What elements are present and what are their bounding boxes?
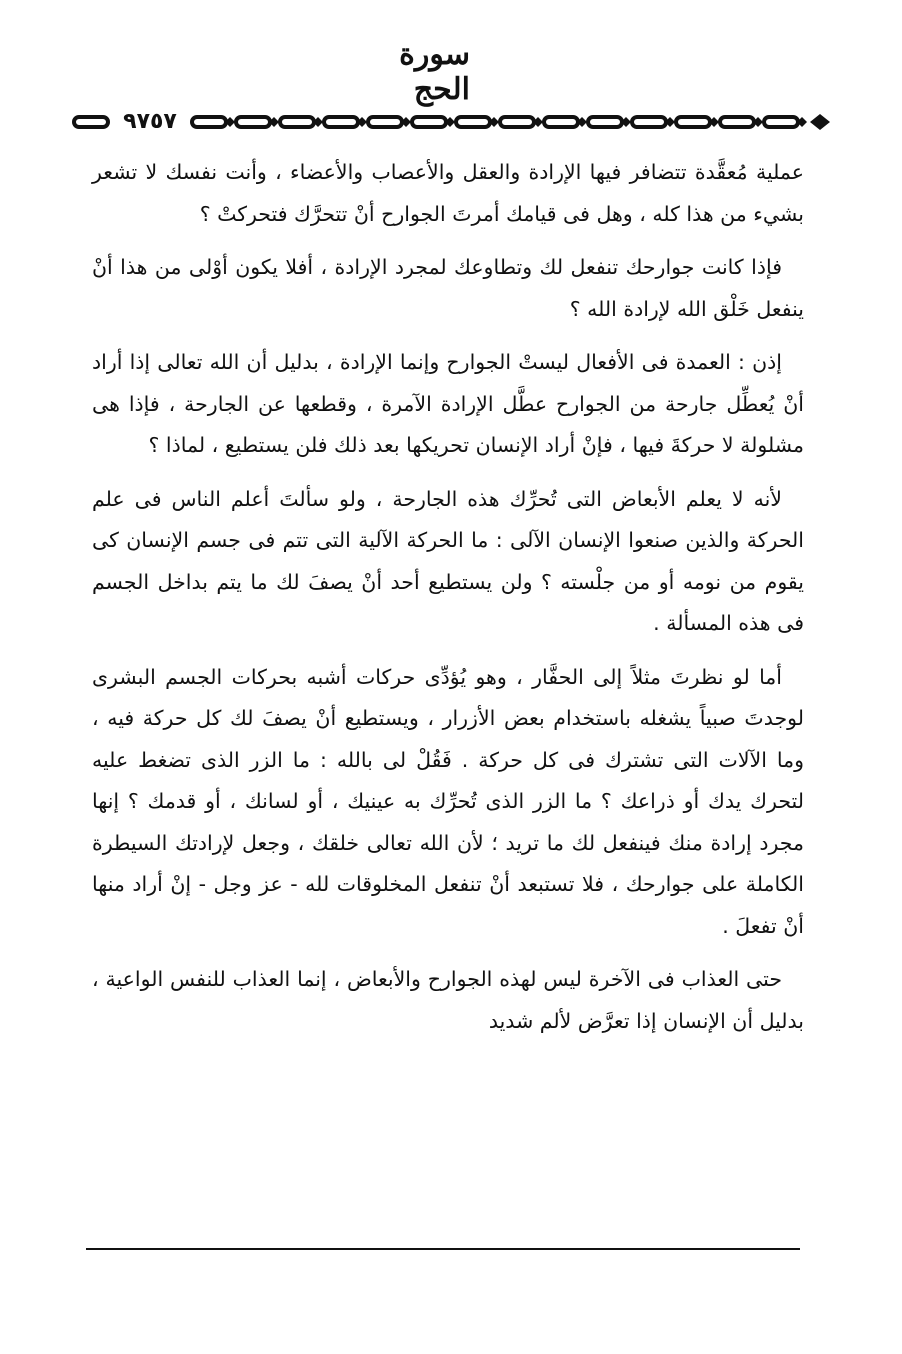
paragraph: أما لو نظرتَ مثلاً إلى الحفَّار ، وهو يُؤدِّى حركات أشبه بحركات الجسم البشرى لوجدتَ صبياً يشغله باستخدام بعض الأزرار ، ويستطيع أنْ يصفَ لك كل حركة فيه ، وما الآلات التى تشترك فى كل حركة . فَقُلْ لى بالله : ما الزر الذى تضغط عليه لتحرك يدك أو ذراعك ؟ ما الزر الذى تُحرِّك به عينيك ، أو لسانك ، أو قدمك ؟ إنها مجرد إرادة منك فينفعل لك ما تريد ؛ لأن الله تعالى خلقك ، وجعل لإرادتك السيطرة الكاملة على جوارحك ، فلا تستبعد أنْ تنفعل المخلوقات لله - عز وجل - إنْ أراد منها أنْ تفعلَ . [92, 664, 804, 938]
paragraph: حتى العذاب فى الآخرة ليس لهذه الجوارح والأبعاض ، إنما العذاب للنفس الواعية ، بدليل أن الإنسان إذا تعرَّض لألم شديد [92, 967, 804, 1033]
paragraph: عملية مُعقَّدة تتضافر فيها الإرادة والعقل والأعصاب والأعضاء ، وأنت نفسك لا تشعر بشيء من هذا كله ، وهل فى قيامك أمرتَ الجوارح أنْ تتحرَّك فتحركتْ ؟ [92, 160, 804, 226]
paragraph: لأنه لا يعلم الأبعاض التى تُحرِّك هذه الجارحة ، ولو سألتَ أعلم الناس فى علم الحركة والذين صنعوا الإنسان الآلى : ما الحركة الآلية التى تتم فى جسم الإنسان كى يقوم من نومه أو من جلْسته ؟ ولن يستطيع أحد أنْ يصفَ لك ما يتم بداخل الجسم فى هذه المسألة . [92, 486, 804, 635]
page-body [92, 152, 804, 1054]
paragraph: إذن : العمدة فى الأفعال ليستْ الجوارح وإنما الإرادة ، بدليل أن الله تعالى إذا أراد أنْ يُعطِّل جارحة من الجوارح عطَّل الإرادة الآمرة ، وقطعها عن الجارحة ، فإذا هى مشلولة لا حركةَ فيها ، فإنْ أراد الإنسان تحريكها بعد ذلك فلن يستطيع ، لماذا ؟ [92, 350, 804, 457]
page-number: ٩٧٥٧ [116, 106, 184, 136]
footer-rule [86, 1248, 800, 1250]
paragraph: فإذا كانت جوارحك تنفعل لك وتطاوعك لمجرد الإرادة ، أفلا يكون أوْلى من هذا أنْ ينفعل خَلْق الله لإرادة الله ؟ [92, 255, 804, 321]
surah-title: سورة الحج [399, 37, 470, 107]
header-ornament-rule [72, 106, 832, 138]
